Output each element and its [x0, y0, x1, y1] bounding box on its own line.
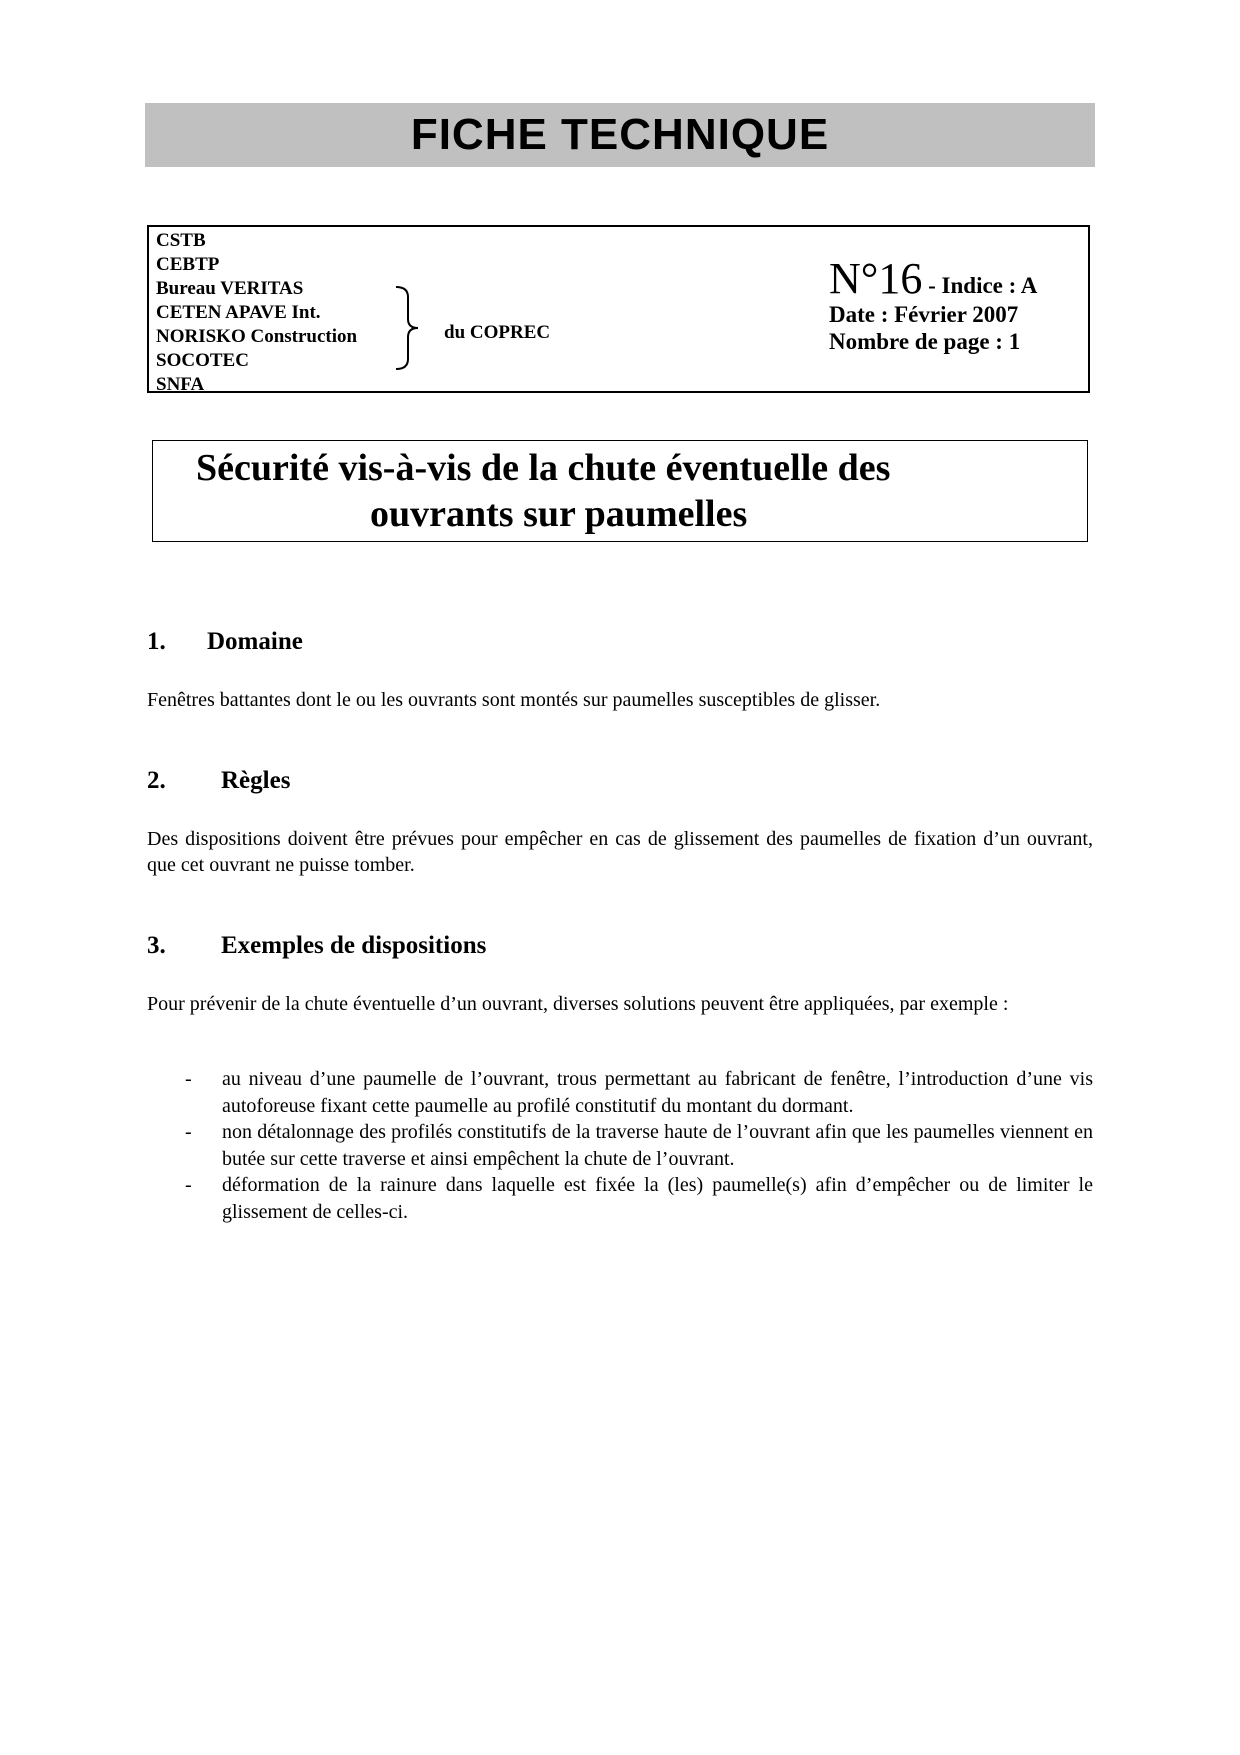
bullet-dash: - — [185, 1068, 192, 1090]
sheet-page-count: Nombre de page : 1 — [829, 329, 1021, 354]
section-number: 1. — [147, 628, 166, 655]
document-title-line-2: ouvrants sur paumelles — [370, 493, 748, 535]
group-label: du COPREC — [444, 322, 551, 343]
section-number: 2. — [147, 767, 166, 794]
curly-brace-icon — [394, 285, 424, 371]
section-title: Domaine — [207, 628, 303, 655]
banner-title: FICHE TECHNIQUE — [410, 110, 830, 159]
section-number: 3. — [147, 932, 166, 959]
bullet-dash: - — [185, 1174, 192, 1196]
examples-list — [147, 1066, 1093, 1225]
organization-list — [156, 229, 357, 397]
document-title-line-1: Sécurité vis-à-vis de la chute éventuelle des — [196, 447, 891, 489]
list-item — [147, 1119, 1093, 1172]
list-item — [147, 1172, 1093, 1225]
organization: NORISKO Construction — [156, 326, 358, 347]
organization: CETEN APAVE Int. — [156, 302, 321, 323]
section-heading-exemples — [147, 932, 486, 960]
section-body-exemples: Pour prévenir de la chute éventuelle d’un ouvrant, diverses solutions peuvent être appliquées, par exemple : — [147, 993, 1009, 1015]
list-item-text: au niveau d’une paumelle de l’ouvrant, trous permettant au fabricant de fenêtre, l’introduction d’une vis autoforeuse fixant cette paumelle au profilé constitutif du montant du dormant. — [222, 1068, 1093, 1117]
list-item — [147, 1066, 1093, 1119]
section-title: Règles — [221, 767, 291, 794]
document-title-box — [152, 440, 1088, 542]
organization: CEBTP — [156, 254, 220, 275]
organization: CSTB — [156, 230, 206, 251]
section-title: Exemples de dispositions — [221, 932, 487, 959]
section-heading-domaine — [147, 628, 303, 656]
header-info-box — [147, 225, 1090, 393]
organization: Bureau VERITAS — [156, 278, 304, 299]
document-banner — [145, 103, 1095, 167]
bullet-dash: - — [185, 1121, 192, 1143]
section-body-domaine: Fenêtres battantes dont le ou les ouvrants sont montés sur paumelles susceptibles de glisser. — [147, 689, 881, 711]
section-body-regles: Des dispositions doivent être prévues pour empêcher en cas de glissement des paumelles de fixation d’un ouvrant, que cet ouvrant ne puisse tomber. — [147, 828, 1093, 876]
list-item-text: non détalonnage des profilés constitutifs de la traverse haute de l’ouvrant afin que les paumelles viennent en butée sur cette traverse et ainsi empêchent la chute de l’ouvrant. — [222, 1121, 1093, 1170]
organization: SNFA — [156, 374, 205, 395]
section-heading-regles — [147, 767, 290, 795]
sheet-indice: - Indice : A — [922, 273, 1038, 298]
sheet-date: Date : Février 2007 — [829, 302, 1019, 327]
organization: SOCOTEC — [156, 350, 249, 371]
list-item-text: déformation de la rainure dans laquelle est fixée la (les) paumelle(s) afin d’empêcher ou de limiter le glissement de celles-ci. — [222, 1174, 1093, 1223]
reference-block — [829, 254, 1038, 355]
sheet-number: N°16 — [829, 254, 923, 303]
